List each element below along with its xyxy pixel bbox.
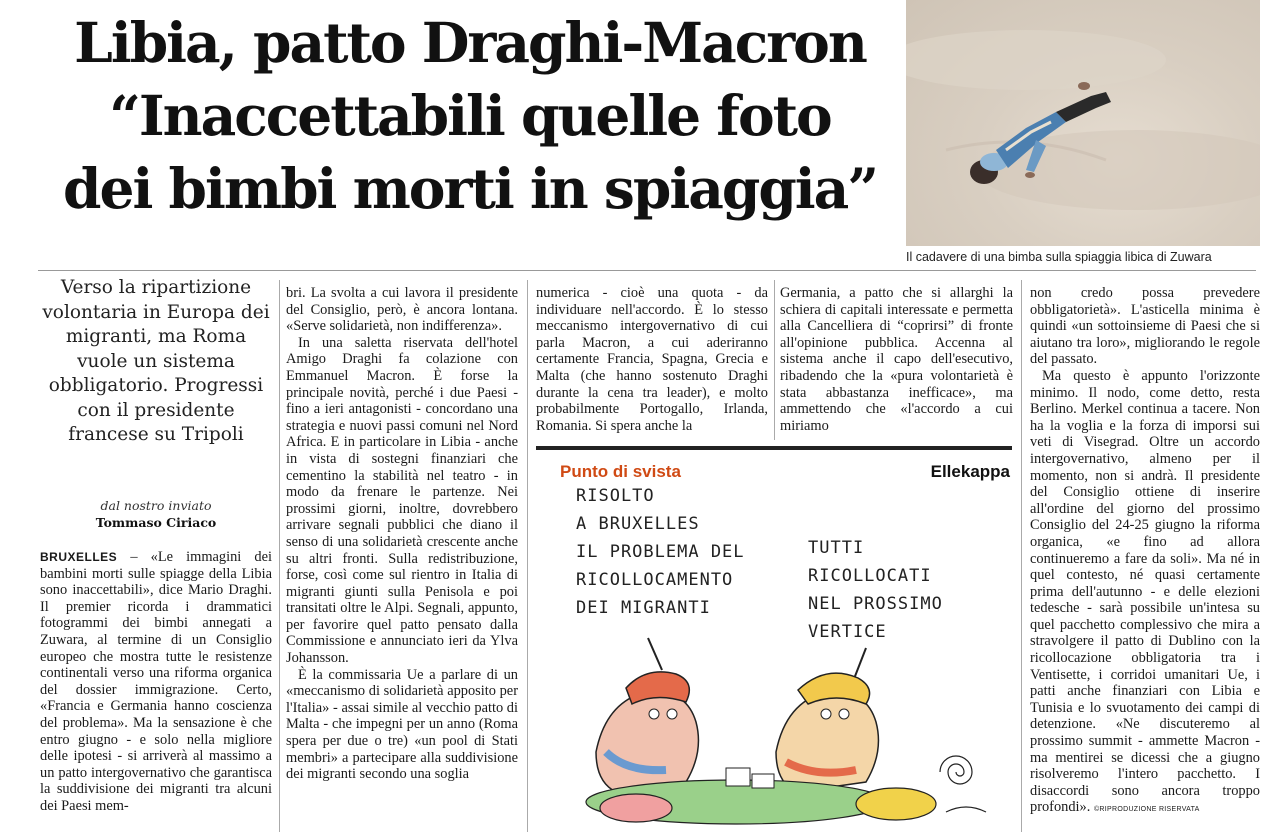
byline-author: Tommaso Ciriaco xyxy=(95,515,217,530)
summary: Verso la ripartizione volontaria in Europa dei migranti, ma Roma vuole un sistema obbligatorio. Progressi con il presidente francese su Tripoli xyxy=(42,277,270,445)
speech-bubble-right xyxy=(808,534,943,646)
headline-line-3: dei bimbi morti in spiaggia” xyxy=(63,156,877,221)
article-paragraph: bri. La svolta a cui lavora il presidente del Consiglio, però, è ancora lontana. «Serve solidarietà, non indifferenza». xyxy=(286,285,518,335)
section-divider xyxy=(38,270,1256,271)
article-column-4 xyxy=(780,285,1013,434)
speech-line: TUTTI xyxy=(808,538,865,558)
speech-line: VERTICE xyxy=(808,622,887,642)
speech-line: DEI MIGRANTI xyxy=(576,598,711,618)
column-rule xyxy=(774,280,775,440)
cartoon-divider xyxy=(536,446,1012,450)
headline-line-2: “Inaccettabili quelle foto xyxy=(109,83,831,148)
speech-bubble-left xyxy=(576,482,745,622)
article-paragraph: non credo possa prevedere obbligatorietà». L'asticella minima è quindi «un sottoinsieme di Paesi che si aiutano tra loro», migliorando le regole del passato. xyxy=(1030,285,1260,368)
article-paragraph xyxy=(40,549,272,815)
dateline: BRUXELLES xyxy=(40,550,118,564)
cartoon-title: Punto di svista xyxy=(560,462,681,481)
article-column-3 xyxy=(536,285,768,434)
article-paragraph: È la commissaria Ue a parlare di un «meccanismo di solidarietà apposito per l'Italia» - assai simile al vecchio patto di Malta - che impegni per un anno (Roma spera per due o tre) «un pool di Stati membri» a partecipare alla suddivisione dei migranti secondo una soglia xyxy=(286,666,518,783)
article-paragraph xyxy=(1030,368,1260,819)
speech-line: NEL PROSSIMO xyxy=(808,594,943,614)
column-rule xyxy=(279,280,280,832)
column-rule xyxy=(527,280,528,832)
speech-line: IL PROBLEMA DEL xyxy=(576,542,745,562)
photo-caption: Il cadavere di una bimba sulla spiaggia libica di Zuwara xyxy=(906,250,1212,264)
article-column-5 xyxy=(1030,285,1260,819)
article-text: Ma questo è appunto l'orizzonte minimo. Il nodo, come detto, resta Berlino. Merkel continua a tacere. Non ha la voglia e la forza di imporsi sui veti di Visegrad. Oltre un accordo intergovernativo, almeno per il momento, non si andrà. Il presidente del Consiglio ottiene di inserire all'ordine del giorno del prossimo Consiglio del 24-25 giugno la riforma organica, «e fino ad allora continueremo a fare da soli». Ma né in quel contesto, né quasi certamente prima dell'autunno - e delle elezioni tedesche - sarà possibile un'intesa su quel pacchetto complessivo che mira a stravolgere il patto di Dublino con la ricollocazione obbligatoria tra i Ventisette, i corridoi umanitari Ue, i patti anche finanziari con Libia e Tunisia e lo svuotamento dei campi di detenzione. «Ne discuteremo al prossimo summit - ammette Macron - ma mentirei se dicessi che a giugno risolveremo l'intero pacchetto. I disaccordi sono ancora troppo profondi». xyxy=(1030,367,1260,816)
article-paragraph: numerica - cioè una quota - da individuare nell'accordo. È lo stesso meccanismo intergovernativo di cui parla Macron, a cui aderiranno certamente Francia, Spagna, Grecia e Malta (che hanno sostenuto Draghi durante la cena tra leader), e molto probabilmente Portogallo, Irlanda, Romania. Si spera anche la xyxy=(536,285,768,434)
byline-pre: dal nostro inviato xyxy=(100,498,212,513)
headline-line-1: Libia, patto Draghi-Macron xyxy=(74,10,866,75)
speech-line: RICOLLOCAMENTO xyxy=(576,570,734,590)
cartoon-author: Ellekappa xyxy=(930,462,1010,481)
article-column-2 xyxy=(286,285,518,783)
article-paragraph: Germania, a patto che si allarghi la schiera di capitali interessate e permetta alla Cancelliera di “coprirsi” di fronte all'opinione pubblica. Accenna al sistema anche il capo dell'esecutivo, ribadendo che la «pura volontarietà è stata abbastanza inefficace», ma ammettendo che «l'accordo a cui miriamo xyxy=(780,285,1013,434)
cartoon xyxy=(536,452,1012,836)
copyright-notice: ©RIPRODUZIONE RISERVATA xyxy=(1093,806,1200,814)
headline xyxy=(40,6,900,225)
news-photo xyxy=(906,0,1260,246)
article-paragraph: In una saletta riservata dell'hotel Amigo Draghi fa colazione con Emmanuel Macron. È forse la principale novità, perché i due Paesi - fino a ieri antagonisti - concordano una strategia e nuovi passi comuni nel Nord Africa. E in particolare in Libia - anche in vista di sostegni finanziari che cementino la stabilità nel teatro - in modo da frenare le partenze. Nei prossimi giorni, inoltre, dovrebbero arrivare segnali pubblici che diano il senso di una solidarietà crescente anche su altri fronti. Sulla redistribuzione, forse, così come sul rientro in Italia di migranti giunti sulla Penisola e poi transitati oltre le Alpi. Segnali, appunto, per favorire quel patto pensato dalla Commissione e annunciato ieri da Ylva Johansson. xyxy=(286,334,518,667)
speech-line: A BRUXELLES xyxy=(576,514,700,534)
article-text: – «Le immagini dei bambini morti sulle spiagge della Libia sono inaccettabili», dice Mario Draghi. Il premier ricorda i drammatici fotogrammi dei bimbi annegati a Zuwara, al termine di un Consiglio europeo che mostra tutte le resistenze continentali verso una riforma organica del dossier immigrazione. Certo, «Francia e Germania hanno coscienza del problema». Ma la sensazione è che entro giugno - e solo nella migliore delle ipotesi - si arriverà al massimo a un patto intergovernativo che garantisca la suddivisione dei migranti tra alcuni dei Paesi mem- xyxy=(40,549,272,814)
speech-line: RICOLLOCATI xyxy=(808,566,932,586)
column-rule xyxy=(1021,280,1022,832)
article-column-1 xyxy=(40,549,272,815)
speech-line: RISOLTO xyxy=(576,486,655,506)
photo-illustration xyxy=(906,0,1260,246)
